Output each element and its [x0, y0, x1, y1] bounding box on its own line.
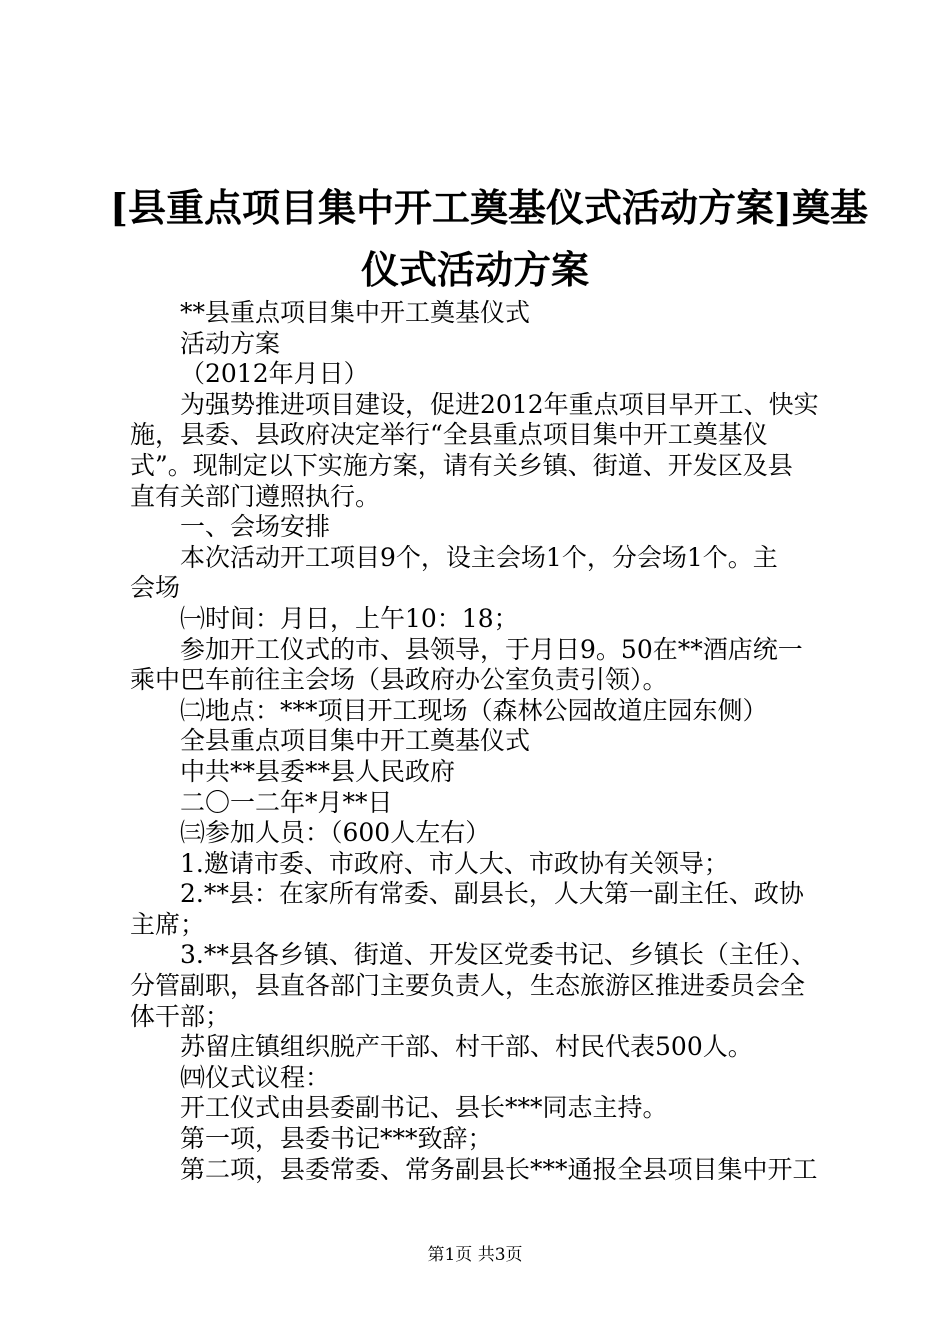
text-line: （2012年月日）	[180, 359, 369, 389]
text-line: ㈢参加人员：（600人左右）	[180, 818, 491, 848]
text-line: 本次活动开工项目9个，设主会场1个，分会场1个。主	[180, 542, 778, 572]
text-line: 会场	[130, 573, 181, 603]
document-title-line-1: [县重点项目集中开工奠基仪式活动方案]奠基	[110, 185, 868, 230]
document-title-line-2: 仪式活动方案	[360, 247, 589, 292]
text-line: ㈠时间：月日，上午10：18；	[180, 603, 519, 633]
text-line: 第二项，县委常委、常务副县长***通报全县项目集中开工	[180, 1154, 818, 1184]
text-line: 全县重点项目集中开工奠基仪式	[180, 726, 531, 756]
text-line: 式”。现制定以下实施方案，请有关乡镇、街道、开发区及县	[130, 450, 793, 480]
text-line: ㈣仪式议程：	[180, 1062, 331, 1092]
text-line: 分管副职，县直各部门主要负责人，生态旅游区推进委员会全	[130, 971, 806, 1001]
text-line: 二〇一二年*月**日	[180, 787, 393, 817]
text-line: 第一项，县委书记***致辞；	[180, 1124, 493, 1154]
text-line: 体干部；	[130, 1001, 231, 1031]
text-line: 为强势推进项目建设，促进2012年重点项目早开工、快实	[180, 389, 819, 419]
text-line: 3.**县各乡镇、街道、开发区党委书记、乡镇长（主任）、	[180, 940, 817, 970]
text-line: 2.**县：在家所有常委、副县长，人大第一副主任、政协	[180, 879, 804, 909]
page-footer: 第1页 共3页	[427, 1245, 523, 1265]
text-line: **县重点项目集中开工奠基仪式	[180, 298, 531, 327]
text-line: 主席；	[130, 909, 206, 939]
text-line: 乘中巴车前往主会场（县政府办公室负责引领）。	[130, 665, 668, 695]
text-line: 苏留庄镇组织脱产干部、村干部、村民代表500人。	[180, 1032, 753, 1062]
text-line: 参加开工仪式的市、县领导，于月日9。50在**酒店统一	[180, 634, 803, 664]
text-line: 一、会场安排	[180, 512, 331, 542]
text-line: 活动方案	[180, 328, 281, 358]
text-line: 开工仪式由县委副书记、县长***同志主持。	[180, 1093, 668, 1123]
text-line: 直有关部门遵照执行。	[130, 481, 381, 511]
text-line: 施，县委、县政府决定举行“全县重点项目集中开工奠基仪	[130, 420, 768, 450]
text-line: 1.邀请市委、市政府、市人大、市政协有关领导；	[180, 848, 729, 878]
text-line: ㈡地点：***项目开工现场（森林公园故道庄园东侧）	[180, 695, 768, 725]
text-line: 中共**县委**县人民政府	[180, 756, 456, 786]
document-body	[130, 298, 830, 1185]
